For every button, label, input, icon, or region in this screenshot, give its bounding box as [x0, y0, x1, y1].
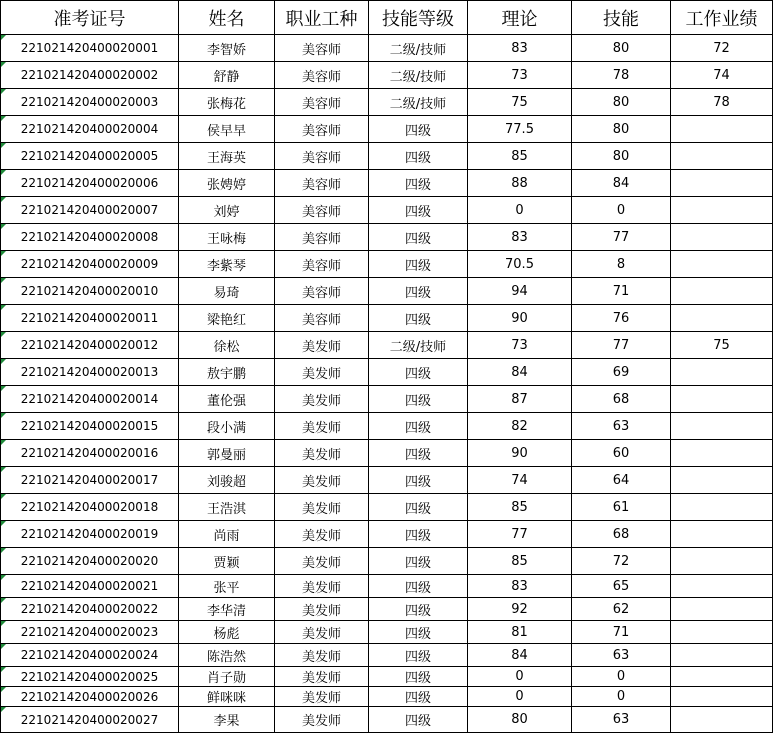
header-exam-id[interactable]: 准考证号 [1, 1, 179, 35]
skill-score-cell[interactable]: 63 [572, 413, 671, 440]
table-row [1, 598, 773, 621]
occupation-cell[interactable]: 美容师 [275, 197, 369, 224]
exam-id-text: 221021420400020010 [20, 284, 159, 298]
work-performance-cell[interactable] [671, 494, 773, 521]
exam-id-text: 221021420400020027 [20, 712, 159, 727]
occupation-cell[interactable]: 美发师 [275, 467, 369, 494]
theory-score-cell[interactable]: 0 [468, 687, 572, 707]
skill-level-cell[interactable]: 四级 [369, 386, 468, 413]
table-row [1, 116, 773, 143]
exam-id-text: 221021420400020025 [20, 669, 159, 684]
skill-level-cell[interactable]: 四级 [369, 548, 468, 575]
theory-score-cell[interactable]: 75 [468, 89, 572, 116]
skill-level-cell[interactable]: 二级/技师 [369, 332, 468, 359]
skill-score-cell[interactable]: 84 [572, 170, 671, 197]
occupation-cell[interactable]: 美发师 [275, 413, 369, 440]
theory-score-cell[interactable]: 77 [468, 521, 572, 548]
theory-score-cell[interactable]: 83 [468, 35, 572, 62]
exam-id-cell[interactable] [1, 440, 179, 467]
name-cell[interactable]: 舒静 [179, 62, 275, 89]
table-row [1, 359, 773, 386]
exam-id-cell[interactable] [1, 413, 179, 440]
exam-id-text: 221021420400020004 [20, 122, 159, 136]
occupation-cell[interactable]: 美容师 [275, 224, 369, 251]
error-indicator-icon [1, 305, 6, 310]
occupation-cell[interactable]: 美发师 [275, 494, 369, 521]
exam-id-text: 221021420400020022 [20, 602, 159, 616]
exam-id-cell[interactable] [1, 621, 179, 644]
work-performance-cell[interactable]: 74 [671, 62, 773, 89]
header-skill[interactable]: 技能 [572, 1, 671, 35]
occupation-cell[interactable]: 美容师 [275, 143, 369, 170]
theory-score-cell[interactable]: 82 [468, 413, 572, 440]
exam-id-text: 221021420400020008 [20, 230, 159, 244]
table-row [1, 667, 773, 687]
table-row [1, 413, 773, 440]
table-row [1, 35, 773, 62]
header-skill-level[interactable]: 技能等级 [369, 1, 468, 35]
skill-level-cell[interactable]: 四级 [369, 116, 468, 143]
work-performance-cell[interactable] [671, 621, 773, 644]
skill-score-cell[interactable]: 71 [572, 278, 671, 305]
table-row [1, 707, 773, 733]
skill-score-cell[interactable]: 60 [572, 440, 671, 467]
occupation-cell[interactable]: 美发师 [275, 521, 369, 548]
occupation-cell[interactable]: 美发师 [275, 386, 369, 413]
skill-score-cell[interactable]: 0 [572, 687, 671, 707]
occupation-cell[interactable]: 美容师 [275, 116, 369, 143]
occupation-cell[interactable]: 美发师 [275, 667, 369, 687]
error-indicator-icon [1, 278, 6, 283]
error-indicator-icon [1, 707, 6, 712]
error-indicator-icon [1, 386, 6, 391]
theory-score-cell[interactable]: 90 [468, 305, 572, 332]
exam-id-cell[interactable] [1, 575, 179, 598]
skill-score-cell[interactable]: 80 [572, 35, 671, 62]
error-indicator-icon [1, 35, 6, 40]
skill-score-cell[interactable]: 61 [572, 494, 671, 521]
name-cell[interactable]: 鲜咪咪 [179, 687, 275, 707]
theory-score-cell[interactable]: 0 [468, 197, 572, 224]
exam-id-cell[interactable] [1, 687, 179, 707]
name-cell[interactable]: 段小满 [179, 413, 275, 440]
skill-level-cell[interactable]: 四级 [369, 224, 468, 251]
exam-id-text: 221021420400020006 [20, 176, 159, 190]
theory-score-cell[interactable]: 92 [468, 598, 572, 621]
theory-score-cell[interactable]: 87 [468, 386, 572, 413]
table-row [1, 687, 773, 707]
table-row [1, 548, 773, 575]
name-cell[interactable]: 徐松 [179, 332, 275, 359]
exam-id-cell[interactable] [1, 644, 179, 667]
work-performance-cell[interactable] [671, 251, 773, 278]
skill-level-cell[interactable]: 四级 [369, 707, 468, 733]
name-cell[interactable]: 郭曼丽 [179, 440, 275, 467]
theory-score-cell[interactable]: 73 [468, 62, 572, 89]
exam-id-cell[interactable] [1, 386, 179, 413]
table-row [1, 197, 773, 224]
exam-id-cell[interactable] [1, 359, 179, 386]
occupation-cell[interactable]: 美发师 [275, 621, 369, 644]
error-indicator-icon [1, 598, 6, 603]
occupation-cell[interactable]: 美发师 [275, 548, 369, 575]
name-cell[interactable]: 侯早早 [179, 116, 275, 143]
skill-level-cell[interactable]: 四级 [369, 143, 468, 170]
skill-level-cell[interactable]: 四级 [369, 494, 468, 521]
error-indicator-icon [1, 494, 6, 499]
skill-score-cell[interactable]: 77 [572, 332, 671, 359]
theory-score-cell[interactable]: 85 [468, 143, 572, 170]
occupation-cell[interactable]: 美发师 [275, 687, 369, 707]
error-indicator-icon [1, 224, 6, 229]
name-cell[interactable]: 杨彪 [179, 621, 275, 644]
work-performance-cell[interactable] [671, 467, 773, 494]
exam-id-cell[interactable] [1, 197, 179, 224]
exam-id-cell[interactable] [1, 494, 179, 521]
work-performance-cell[interactable] [671, 521, 773, 548]
table-row [1, 621, 773, 644]
exam-id-cell[interactable] [1, 305, 179, 332]
exam-id-cell[interactable] [1, 224, 179, 251]
work-performance-cell[interactable] [671, 197, 773, 224]
exam-id-text: 221021420400020009 [20, 257, 159, 271]
work-performance-cell[interactable]: 75 [671, 332, 773, 359]
theory-score-cell[interactable]: 85 [468, 494, 572, 521]
name-cell[interactable]: 李紫琴 [179, 251, 275, 278]
occupation-cell[interactable]: 美容师 [275, 89, 369, 116]
skill-score-cell[interactable]: 63 [572, 707, 671, 733]
skill-score-cell[interactable]: 64 [572, 467, 671, 494]
name-cell[interactable]: 贾颖 [179, 548, 275, 575]
exam-id-cell[interactable] [1, 667, 179, 687]
skill-score-cell[interactable]: 68 [572, 386, 671, 413]
skill-level-cell[interactable]: 四级 [369, 197, 468, 224]
occupation-cell[interactable]: 美容师 [275, 251, 369, 278]
header-work-performance[interactable]: 工作业绩 [671, 1, 773, 35]
work-performance-cell[interactable] [671, 305, 773, 332]
header-name[interactable]: 姓名 [179, 1, 275, 35]
name-cell[interactable]: 尚雨 [179, 521, 275, 548]
skill-score-cell[interactable]: 65 [572, 575, 671, 598]
error-indicator-icon [1, 170, 6, 175]
name-cell[interactable]: 陈浩然 [179, 644, 275, 667]
exam-id-text: 221021420400020020 [20, 554, 159, 568]
work-performance-cell[interactable] [671, 440, 773, 467]
skill-level-cell[interactable]: 四级 [369, 644, 468, 667]
occupation-cell[interactable]: 美发师 [275, 575, 369, 598]
exam-id-text: 221021420400020013 [20, 365, 159, 379]
table-row [1, 332, 773, 359]
skill-score-cell[interactable]: 76 [572, 305, 671, 332]
theory-score-cell[interactable]: 73 [468, 332, 572, 359]
name-cell[interactable]: 易琦 [179, 278, 275, 305]
skill-score-cell[interactable]: 0 [572, 667, 671, 687]
skill-level-cell[interactable]: 四级 [369, 170, 468, 197]
work-performance-cell[interactable] [671, 143, 773, 170]
theory-score-cell[interactable]: 0 [468, 667, 572, 687]
table-row [1, 494, 773, 521]
theory-score-cell[interactable]: 84 [468, 644, 572, 667]
work-performance-cell[interactable] [671, 707, 773, 733]
error-indicator-icon [1, 89, 6, 94]
exam-id-cell[interactable] [1, 170, 179, 197]
table-row [1, 89, 773, 116]
work-performance-cell[interactable]: 78 [671, 89, 773, 116]
exam-id-cell[interactable] [1, 62, 179, 89]
exam-id-text: 221021420400020007 [20, 203, 159, 217]
name-cell[interactable]: 张梅花 [179, 89, 275, 116]
skill-level-cell[interactable]: 四级 [369, 621, 468, 644]
work-performance-cell[interactable] [671, 224, 773, 251]
name-cell[interactable]: 张娉婷 [179, 170, 275, 197]
theory-score-cell[interactable]: 88 [468, 170, 572, 197]
skill-level-cell[interactable]: 四级 [369, 359, 468, 386]
theory-score-cell[interactable]: 94 [468, 278, 572, 305]
exam-id-text: 221021420400020003 [20, 95, 159, 109]
theory-score-cell[interactable]: 77.5 [468, 116, 572, 143]
error-indicator-icon [1, 332, 6, 337]
exam-id-text: 221021420400020016 [20, 446, 159, 460]
error-indicator-icon [1, 687, 6, 692]
exam-id-text: 221021420400020015 [20, 419, 159, 433]
table-row [1, 224, 773, 251]
error-indicator-icon [1, 251, 6, 256]
work-performance-cell[interactable] [671, 386, 773, 413]
exam-id-cell[interactable] [1, 707, 179, 733]
skill-score-cell[interactable]: 72 [572, 548, 671, 575]
table-row [1, 251, 773, 278]
theory-score-cell[interactable]: 74 [468, 467, 572, 494]
occupation-cell[interactable]: 美发师 [275, 440, 369, 467]
exam-id-text: 221021420400020023 [20, 625, 159, 639]
skill-level-cell[interactable]: 四级 [369, 687, 468, 707]
error-indicator-icon [1, 644, 6, 649]
error-indicator-icon [1, 521, 6, 526]
skill-level-cell[interactable]: 四级 [369, 440, 468, 467]
work-performance-cell[interactable] [671, 548, 773, 575]
name-cell[interactable]: 王海英 [179, 143, 275, 170]
theory-score-cell[interactable]: 80 [468, 707, 572, 733]
exam-id-cell[interactable] [1, 467, 179, 494]
table-row [1, 521, 773, 548]
name-cell[interactable]: 李华清 [179, 598, 275, 621]
skill-score-cell[interactable]: 80 [572, 89, 671, 116]
skill-level-cell[interactable]: 四级 [369, 575, 468, 598]
error-indicator-icon [1, 116, 6, 121]
error-indicator-icon [1, 62, 6, 67]
theory-score-cell[interactable]: 84 [468, 359, 572, 386]
work-performance-cell[interactable] [671, 413, 773, 440]
skill-level-cell[interactable]: 二级/技师 [369, 89, 468, 116]
table-row [1, 467, 773, 494]
skill-score-cell[interactable]: 77 [572, 224, 671, 251]
skill-level-cell[interactable]: 四级 [369, 598, 468, 621]
work-performance-cell[interactable]: 72 [671, 35, 773, 62]
work-performance-cell[interactable] [671, 575, 773, 598]
name-cell[interactable]: 王浩淇 [179, 494, 275, 521]
skill-level-cell[interactable]: 四级 [369, 305, 468, 332]
header-theory[interactable]: 理论 [468, 1, 572, 35]
error-indicator-icon [1, 359, 6, 364]
theory-score-cell[interactable]: 70.5 [468, 251, 572, 278]
theory-score-cell[interactable]: 85 [468, 548, 572, 575]
exam-id-text: 221021420400020014 [20, 392, 159, 406]
skill-score-cell[interactable]: 63 [572, 644, 671, 667]
skill-level-cell[interactable]: 四级 [369, 413, 468, 440]
theory-score-cell[interactable]: 90 [468, 440, 572, 467]
occupation-cell[interactable]: 美发师 [275, 644, 369, 667]
error-indicator-icon [1, 575, 6, 580]
exam-id-text: 221021420400020001 [20, 41, 159, 55]
theory-score-cell[interactable]: 83 [468, 224, 572, 251]
skill-score-cell[interactable]: 80 [572, 116, 671, 143]
work-performance-cell[interactable] [671, 687, 773, 707]
error-indicator-icon [1, 413, 6, 418]
exam-id-cell[interactable] [1, 332, 179, 359]
exam-id-cell[interactable] [1, 521, 179, 548]
exam-id-text: 221021420400020018 [20, 500, 159, 514]
skill-level-cell[interactable]: 四级 [369, 667, 468, 687]
name-cell[interactable]: 李果 [179, 707, 275, 733]
exam-id-cell[interactable] [1, 143, 179, 170]
skill-score-cell[interactable]: 62 [572, 598, 671, 621]
skill-score-cell[interactable]: 8 [572, 251, 671, 278]
exam-id-cell[interactable] [1, 116, 179, 143]
work-performance-cell[interactable] [671, 667, 773, 687]
skill-level-cell[interactable]: 四级 [369, 521, 468, 548]
occupation-cell[interactable]: 美发师 [275, 707, 369, 733]
exam-id-text: 221021420400020002 [20, 68, 159, 82]
exam-id-cell[interactable] [1, 278, 179, 305]
exam-id-text: 221021420400020024 [20, 648, 159, 662]
table-row [1, 278, 773, 305]
work-performance-cell[interactable] [671, 278, 773, 305]
name-cell[interactable]: 董伦强 [179, 386, 275, 413]
exam-id-cell[interactable] [1, 89, 179, 116]
work-performance-cell[interactable] [671, 170, 773, 197]
skill-score-cell[interactable]: 80 [572, 143, 671, 170]
skill-level-cell[interactable]: 二级/技师 [369, 62, 468, 89]
skill-score-cell[interactable]: 69 [572, 359, 671, 386]
error-indicator-icon [1, 143, 6, 148]
occupation-cell[interactable]: 美容师 [275, 62, 369, 89]
error-indicator-icon [1, 548, 6, 553]
exam-id-cell[interactable] [1, 251, 179, 278]
exam-id-cell[interactable] [1, 598, 179, 621]
occupation-cell[interactable]: 美发师 [275, 332, 369, 359]
work-performance-cell[interactable] [671, 644, 773, 667]
error-indicator-icon [1, 621, 6, 626]
work-performance-cell[interactable] [671, 359, 773, 386]
exam-id-text: 221021420400020026 [20, 689, 159, 704]
work-performance-cell[interactable] [671, 598, 773, 621]
name-cell[interactable]: 张平 [179, 575, 275, 598]
header-row [1, 1, 773, 35]
skill-score-cell[interactable]: 78 [572, 62, 671, 89]
error-indicator-icon [1, 197, 6, 202]
occupation-cell[interactable]: 美发师 [275, 359, 369, 386]
exam-id-text: 221021420400020021 [20, 579, 159, 593]
skill-level-cell[interactable]: 四级 [369, 278, 468, 305]
table-row [1, 170, 773, 197]
name-cell[interactable]: 李智娇 [179, 35, 275, 62]
exam-id-text: 221021420400020012 [20, 338, 159, 352]
exam-id-text: 221021420400020005 [20, 149, 159, 163]
theory-score-cell[interactable]: 81 [468, 621, 572, 644]
name-cell[interactable]: 梁艳红 [179, 305, 275, 332]
skill-score-cell[interactable]: 71 [572, 621, 671, 644]
header-occupation[interactable]: 职业工种 [275, 1, 369, 35]
name-cell[interactable]: 肖子勋 [179, 667, 275, 687]
error-indicator-icon [1, 667, 6, 672]
occupation-cell[interactable]: 美容师 [275, 35, 369, 62]
exam-id-cell[interactable] [1, 548, 179, 575]
skill-level-cell[interactable]: 四级 [369, 251, 468, 278]
exam-id-cell[interactable] [1, 35, 179, 62]
table-row [1, 575, 773, 598]
skill-score-cell[interactable]: 68 [572, 521, 671, 548]
error-indicator-icon [1, 467, 6, 472]
work-performance-cell[interactable] [671, 116, 773, 143]
occupation-cell[interactable]: 美容师 [275, 278, 369, 305]
occupation-cell[interactable]: 美发师 [275, 598, 369, 621]
occupation-cell[interactable]: 美容师 [275, 305, 369, 332]
table-row [1, 386, 773, 413]
skill-level-cell[interactable]: 二级/技师 [369, 35, 468, 62]
table-row [1, 143, 773, 170]
error-indicator-icon [1, 440, 6, 445]
name-cell[interactable]: 刘婷 [179, 197, 275, 224]
name-cell[interactable]: 王咏梅 [179, 224, 275, 251]
exam-id-text: 221021420400020017 [20, 473, 159, 487]
table-row [1, 644, 773, 667]
exam-id-text: 221021420400020011 [20, 311, 159, 325]
occupation-cell[interactable]: 美容师 [275, 170, 369, 197]
exam-id-text: 221021420400020019 [20, 527, 159, 541]
theory-score-cell[interactable]: 83 [468, 575, 572, 598]
table-row [1, 305, 773, 332]
name-cell[interactable]: 敖宇鹏 [179, 359, 275, 386]
skill-score-cell[interactable]: 0 [572, 197, 671, 224]
skill-level-cell[interactable]: 四级 [369, 467, 468, 494]
table-row [1, 440, 773, 467]
table-row [1, 62, 773, 89]
name-cell[interactable]: 刘骏超 [179, 467, 275, 494]
